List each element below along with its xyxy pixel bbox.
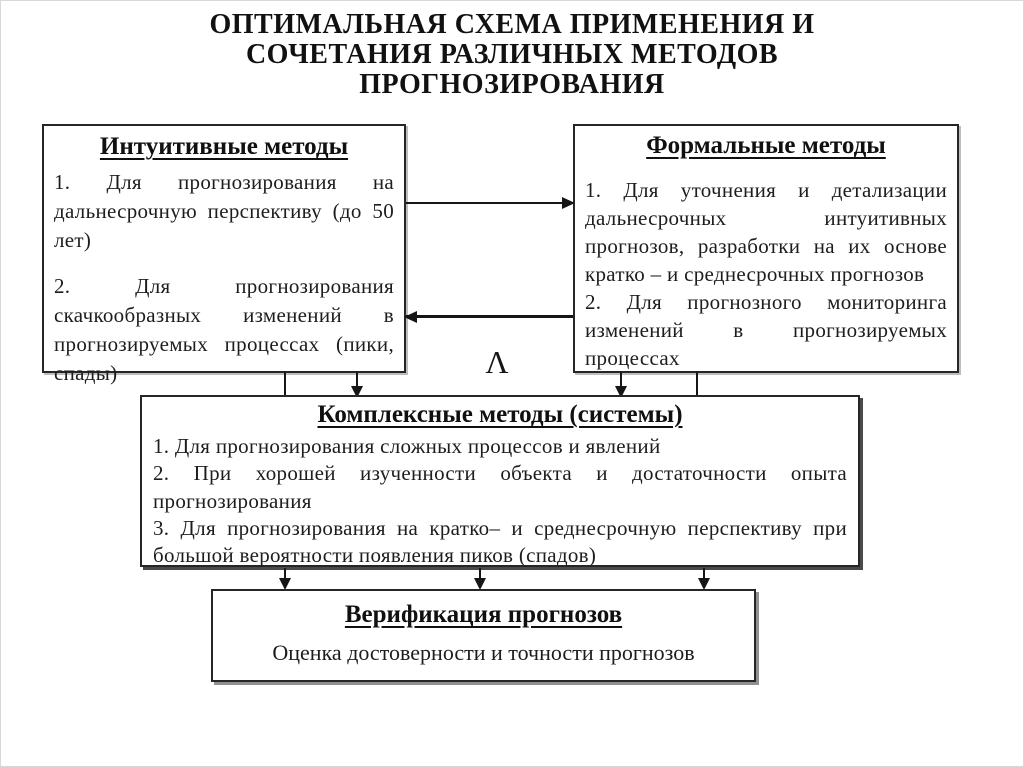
verification-box [211,589,756,682]
conjunction-symbol: Λ [485,344,509,380]
title-line-1: ОПТИМАЛЬНАЯ СХЕМА ПРИМЕНЕНИЯ И [209,9,815,40]
arrow-intuitive-to-complex [356,372,358,396]
intuitive-methods-box [42,124,406,385]
complex-item-3: 3. Для прогнозирования на кратко– и среднесрочную перспективу при большой вероятности появления пиков (спадов) [153,515,847,568]
arrow-formal-to-complex [620,372,622,396]
formal-methods-box [573,124,959,373]
intuitive-item-1: 1. Для прогнозирования на дальнесрочную перспективу (до 50 лет) [54,170,394,252]
formal-methods-title: Формальные методы [646,132,886,159]
connector-complex-to-formal [696,372,698,396]
intuitive-item-2: 2. Для прогнозирования скачкообразных изменений в прогнозируемых процессах (пики, спады) [54,273,394,385]
complex-methods-box [140,395,860,567]
title-line-2: СОЧЕТАНИЯ РАЗЛИЧНЫХ МЕТОДОВ [245,39,779,70]
complex-item-1: 1. Для прогнозирования сложных процессов и явлений [153,434,661,458]
arrow-complex-to-verification-3 [703,568,705,588]
arrow-formal-to-intuitive [406,315,573,318]
formal-item-1: 1. Для уточнения и детализации дальнесрочных интуитивных прогнозов, разработки на их основе кратко – и среднесрочных прогнозов [585,178,947,286]
arrow-complex-to-verification-2 [479,568,481,588]
page-title [1,10,1023,100]
arrowhead-right-icon [562,197,575,209]
arrow-intuitive-to-formal [406,202,573,204]
arrow-complex-to-verification-1 [284,568,286,588]
complex-methods-title: Комплексные методы (системы) [317,401,683,428]
verification-title: Верификация прогнозов [344,601,623,628]
intuitive-methods-title: Интуитивные методы [99,133,349,160]
title-line-3: ПРОГНОЗИРОВАНИЯ [359,69,665,100]
connector-complex-to-intuitive [284,372,286,396]
verification-subtitle: Оценка достоверности и точности прогнозов [272,640,695,665]
formal-item-2: 2. Для прогнозного мониторинга изменений в прогнозируемых процессах [585,289,947,370]
complex-item-2: 2. При хорошей изученности объекта и достаточности опыта прогнозирования [153,461,847,513]
arrowhead-left-icon [404,311,417,323]
